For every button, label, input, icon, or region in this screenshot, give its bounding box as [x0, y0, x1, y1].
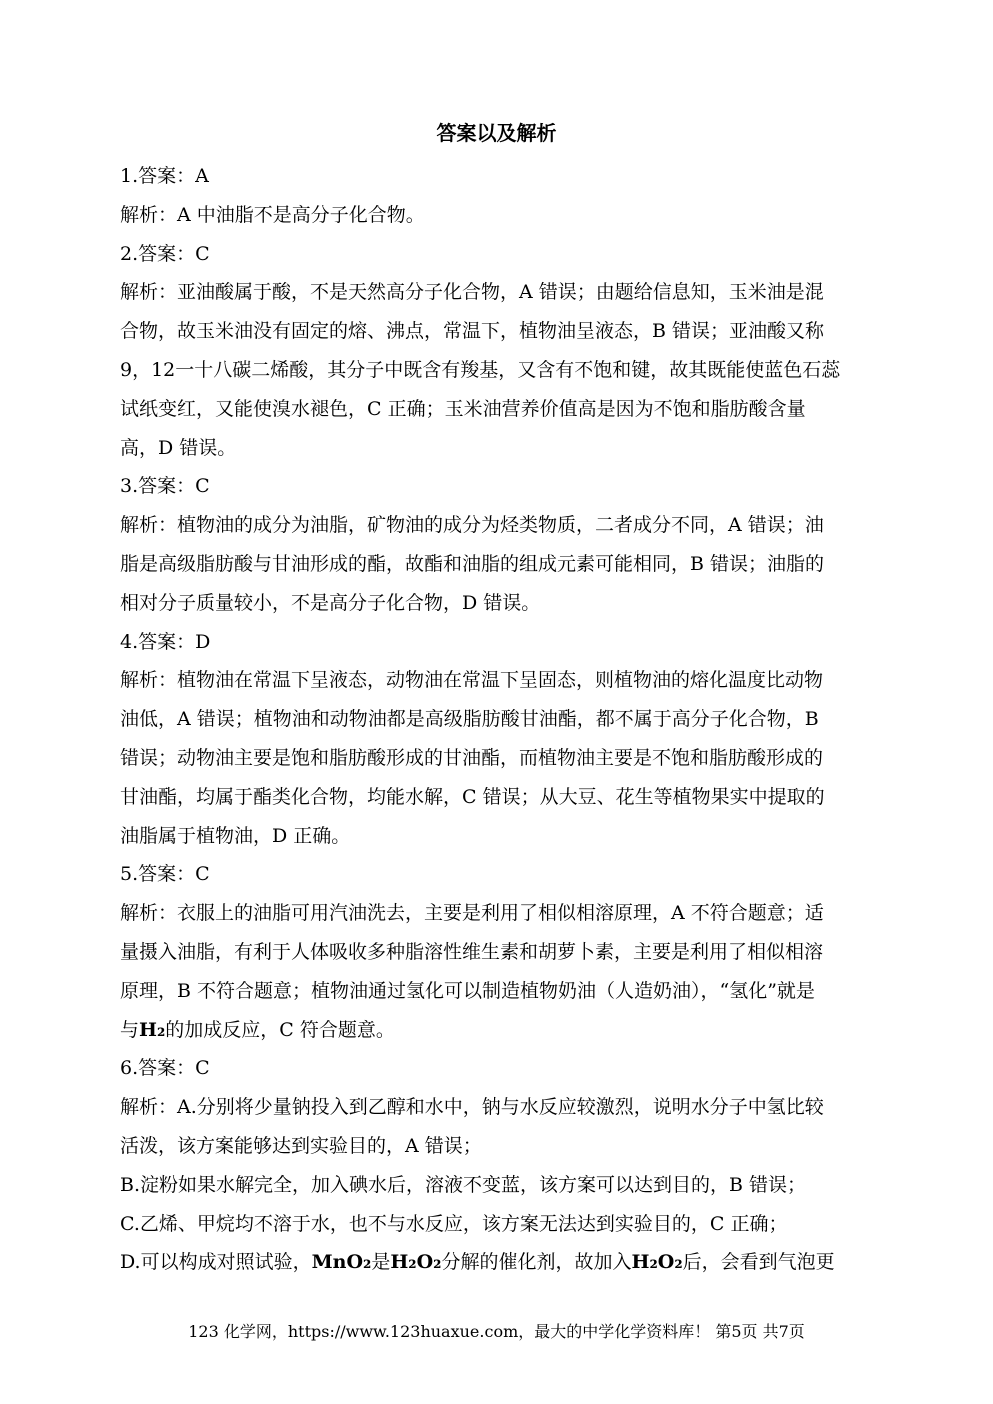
text-line: 甘油酯，均属于酯类化合物，均能水解，C 错误；从大豆、花生等植物果实中提取的	[120, 785, 825, 808]
formula-h2o2: H₂O₂	[390, 1251, 442, 1274]
text-line-h2	[120, 1011, 872, 1050]
page-footer: 123 化学网，https://www.123huaxue.com，最大的中学化学资料库！ 第5页 共7页	[188, 1322, 805, 1341]
text-line: 相对分子质量较小，不是高分子化合物，D 错误。	[120, 591, 541, 614]
text-line: 4.答案：D	[120, 630, 211, 653]
text-line: 6.答案：C	[120, 1057, 210, 1080]
page-title: 答案以及解析	[436, 121, 557, 145]
text-line: 9，12一十八碳二烯酸，其分子中既含有羧基，又含有不饱和键，故其既能使蓝色石蕊	[120, 358, 841, 381]
text-line: 量摄入油脂，有利于人体吸收多种脂溶性维生素和胡萝卜素，主要是利用了相似相溶	[120, 940, 824, 963]
formula-h2: H₂	[139, 1018, 166, 1041]
text-segment: D.可以构成对照试验，	[120, 1251, 312, 1274]
text-line: 2.答案：C	[120, 242, 210, 265]
text-segment: 的加成反应，C 符合题意。	[165, 1018, 395, 1041]
text-segment: 后，会看到气泡更	[682, 1251, 835, 1274]
text-line: 解析：亚油酸属于酸，不是天然高分子化合物，A 错误；由题给信息知，玉米油是混	[120, 281, 824, 304]
formula-mno2: MnO₂	[311, 1251, 372, 1274]
text-line: 活泼，该方案能够达到实验目的，A 错误；	[120, 1134, 482, 1157]
text-line: 解析：A 中油脂不是高分子化合物。	[120, 203, 425, 226]
text-line-formulas	[120, 1243, 872, 1282]
text-line: 错误；动物油主要是饱和脂肪酸形成的甘油酯，而植物油主要是不饱和脂肪酸形成的	[120, 746, 824, 769]
formula-h2o2: H₂O₂	[631, 1251, 683, 1274]
text-line: 1.答案：A	[120, 165, 209, 187]
text-line: 解析：植物油的成分为油脂，矿物油的成分为烃类物质，二者成分不同，A 错误；油	[120, 514, 824, 537]
text-line: 解析：衣服上的油脂可用汽油洗去，主要是利用了相似相溶原理，A 不符合题意；适	[120, 902, 824, 925]
text-line: 合物，故玉米油没有固定的熔、沸点，常温下，植物油呈液态，B 错误；亚油酸又称	[120, 320, 825, 343]
text-line: 试纸变红，又能使溴水褪色，C 正确；玉米油营养价值高是因为不饱和脂肪酸含量	[120, 397, 806, 420]
text-line: 解析：植物油在常温下呈液态，动物油在常温下呈固态，则植物油的熔化温度比动物	[120, 669, 824, 692]
text-segment: 是	[371, 1251, 391, 1274]
text-line: 原理，B 不符合题意；植物油通过氢化可以制造植物奶油（人造奶油），“氢化”就是	[120, 979, 815, 1002]
text-line: 高，D 错误。	[120, 436, 237, 459]
text-line: 3.答案：C	[120, 475, 210, 498]
text-line: 解析：A.分别将少量钠投入到乙醇和水中，钠与水反应较激烈，说明水分子中氢比较	[120, 1096, 824, 1119]
text-line: 油脂属于植物油，D 正确。	[120, 824, 351, 847]
text-line: C.乙烯、甲烷均不溶于水，也不与水反应，该方案无法达到实验目的，C 正确；	[120, 1212, 788, 1235]
text-line: 5.答案：C	[120, 863, 210, 886]
text-line: 油低，A 错误；植物油和动物油都是高级脂肪酸甘油酯，都不属于高分子化合物，B	[120, 708, 819, 731]
text-segment: 与	[120, 1018, 140, 1041]
text-line: 脂是高级脂肪酸与甘油形成的酯，故酯和油脂的组成元素可能相同，B 错误；油脂的	[120, 552, 825, 575]
answer-content	[120, 157, 872, 1282]
text-line: B.淀粉如果水解完全，加入碘水后，溶液不变蓝，该方案可以达到目的，B 错误；	[120, 1173, 807, 1196]
text-segment: 分解的催化剂，故加入	[441, 1251, 632, 1274]
